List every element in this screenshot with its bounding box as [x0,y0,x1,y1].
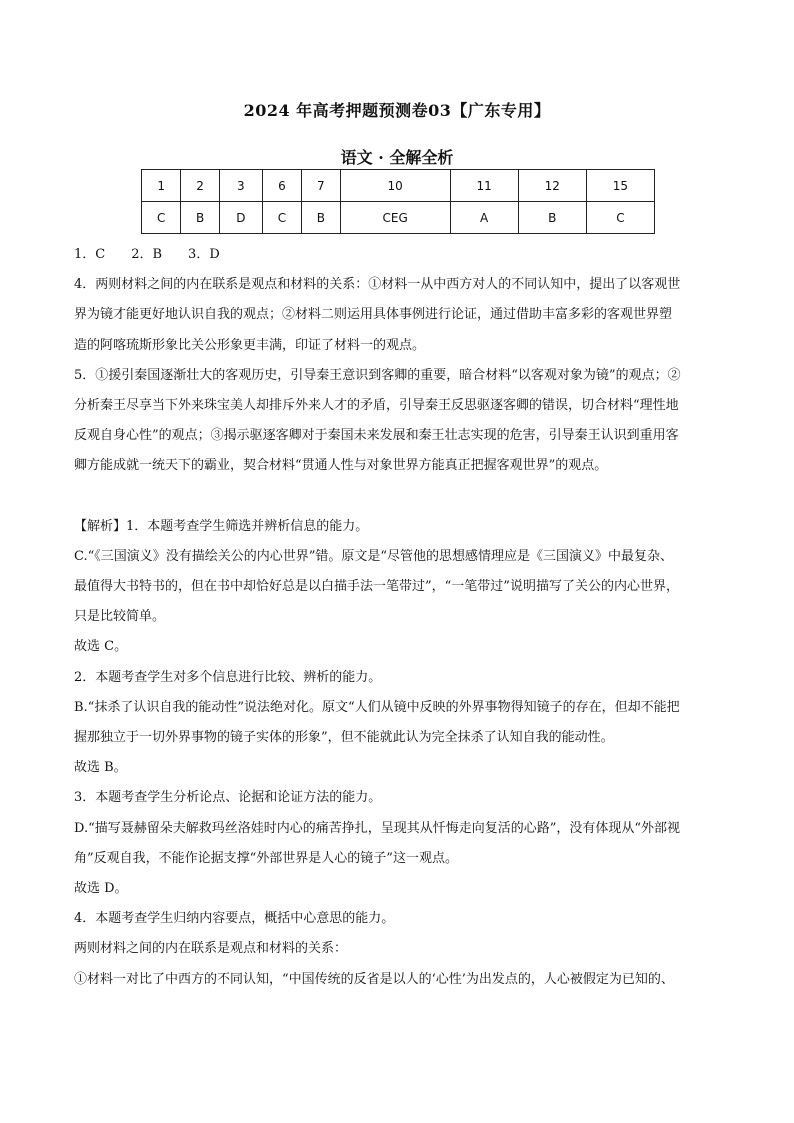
question-number-cell: 6 [262,170,301,202]
answer-cell: C [262,202,301,234]
body-line: 5．①援引秦国逐渐壮大的客观历史，引导秦王意识到客卿的重要，暗合材料“以客观对象为镜”的观点；② [74,367,681,383]
question-number-cell: 11 [450,170,518,202]
question-number-cell: 3 [219,170,262,202]
body-line: 分析秦王尽享当下外来珠宝美人却排斥外来人才的矛盾，引导秦王反思驱逐客卿的错误，切合材料“理性地 [74,398,679,414]
body-line: 造的阿喀琉斯形象比关公形象更丰满，印证了材料一的观点。 [74,337,426,353]
body-line: 卿方能成就一统天下的霸业，契合材料“贯通人性与对象世界方能真正把握客观世界”的观点。 [74,458,608,474]
answer-explanation-body [74,240,724,995]
choice-line: 故选 C。 [74,639,128,655]
answer-cell: CEG [340,202,450,234]
body-line: 4．两则材料之间的内在联系是观点和材料的关系：①材料一从中西方对人的不同认知中，提出了以客观世 [74,277,681,293]
body-line: 3．本题考查学生分析论点、论据和论证方法的能力。 [74,790,382,806]
body-line: 界为镜才能更好地认识自我的观点；②材料二则运用具体事例进行论证，通过借助丰富多彩的客观世界塑 [74,307,673,323]
analysis-heading-line: 【解析】1．本题考查学生筛选并辨析信息的能力。 [74,518,369,534]
blank-line [74,482,724,512]
answer-table [141,169,655,234]
body-line: C.“《三国演义》没有描绘关公的内心世界”错。原文是“尽管他的思想感情理应是《三国演义》中最复杂、 [74,548,674,564]
answer-table-answers-row [142,202,655,234]
body-line: 角”反观自我，不能作论据支撑“外部世界是人心的镜子”这一观点。 [74,850,458,866]
answer-cell: C [142,202,181,234]
body-line: D.“描写聂赫留朵夫解救玛丝洛娃时内心的痛苦挣扎，呈现其从忏悔走向复活的心路”，没有体现从“外部视 [74,820,681,836]
document-subtitle: 语文 · 全解全析 [340,148,454,167]
question-number-cell: 10 [340,170,450,202]
question-number-cell: 2 [181,170,220,202]
answer-cell: B [518,202,586,234]
answer-cell: D [219,202,262,234]
body-line: 2．本题考查学生对多个信息进行比较、辨析的能力。 [74,669,382,685]
body-line: 4．本题考查学生归纳内容要点，概括中心意思的能力。 [74,911,395,927]
body-line: 握那独立于一切外界事物的镜子实体的形象”，但不能就此认为完全抹杀了认知自我的能动性。 [74,730,614,746]
body-line: 两则材料之间的内在联系是观点和材料的关系： [74,941,348,957]
document-title: 2024 年高考押题预测卷03【广东专用】 [243,101,551,120]
body-line: ①材料一对比了中西方的不同认知，“中国传统的反省是以人的‘心性’为出发点的，人心被假定为已知的、 [74,971,674,987]
answer-cell: B [302,202,341,234]
question-number-cell: 1 [142,170,181,202]
body-line: 反观自身心性”的观点；③揭示驱逐客卿对于秦国未来发展和秦王壮志实现的危害，引导秦王认识到重用客 [74,428,679,444]
question-number-cell: 7 [302,170,341,202]
answer-cell: B [181,202,220,234]
short-answers-line: 1．C 2．B 3．D [74,247,220,262]
question-number-cell: 15 [586,170,654,202]
body-line: 最值得大书特书的，但在书中却恰好总是以白描手法一笔带过”，“一笔带过”说明描写了关公的内心世界， [74,579,679,595]
answer-cell: C [586,202,654,234]
body-line: B.“抹杀了认识自我的能动性”说法绝对化。原文“人们从镜中反映的外界事物得知镜子的存在，但却不能把 [74,699,680,715]
question-number-cell: 12 [518,170,586,202]
choice-line: 故选 B。 [74,760,127,776]
answer-cell: A [450,202,518,234]
body-line: 只是比较简单。 [74,609,166,625]
answer-table-numbers-row [142,170,655,202]
choice-line: 故选 D。 [74,881,128,897]
